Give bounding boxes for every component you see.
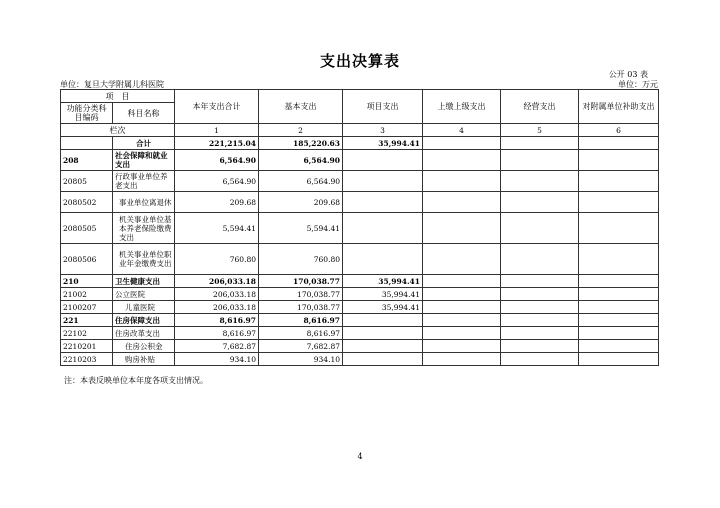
header-subject-name: 科目名称 <box>113 103 175 124</box>
table-row <box>61 244 659 275</box>
column-index: 5 <box>501 124 579 137</box>
row-basic: 6,564.90 <box>259 171 343 192</box>
row-project <box>343 244 423 275</box>
row-code <box>61 137 113 150</box>
row-code: 2080505 <box>61 213 113 244</box>
row-name: 卫生健康支出 <box>113 275 175 288</box>
row-basic: 6,564.90 <box>259 150 343 171</box>
row-total: 6,564.90 <box>175 171 259 192</box>
column-index: 6 <box>579 124 659 137</box>
table-row <box>61 288 659 301</box>
row-name: 合计 <box>113 137 175 150</box>
page-number: 4 <box>357 452 363 461</box>
header-upper: 上缴上级支出 <box>423 90 501 124</box>
row-project <box>343 327 423 340</box>
row-name: 机关事业单位职业年金缴费支出 <box>113 244 175 275</box>
header-basic: 基本支出 <box>259 90 343 124</box>
row-basic: 760.80 <box>259 244 343 275</box>
row-name: 住房改革支出 <box>113 327 175 340</box>
row-code: 221 <box>61 314 113 327</box>
row-project <box>343 171 423 192</box>
row-total: 7,682.87 <box>175 340 259 353</box>
row-total: 5,594.41 <box>175 213 259 244</box>
header-item: 项 目 <box>61 90 175 103</box>
row-project <box>343 192 423 213</box>
table-row <box>61 213 659 244</box>
table-row <box>61 137 659 150</box>
row-project <box>343 150 423 171</box>
column-index: 1 <box>175 124 259 137</box>
column-index: 3 <box>343 124 423 137</box>
row-basic: 5,594.41 <box>259 213 343 244</box>
currency-unit: 单位：万元 <box>618 80 658 89</box>
expenditure-table <box>60 89 659 366</box>
row-code: 210 <box>61 275 113 288</box>
row-name: 社会保障和就业支出 <box>113 150 175 171</box>
row-basic: 209.68 <box>259 192 343 213</box>
row-code: 2210201 <box>61 340 113 353</box>
header-business: 经营支出 <box>501 90 579 124</box>
row-name: 儿童医院 <box>113 301 175 314</box>
row-name: 机关事业单位基本养老保险缴费支出 <box>113 213 175 244</box>
row-total: 209.68 <box>175 192 259 213</box>
row-project <box>343 340 423 353</box>
row-code: 21002 <box>61 288 113 301</box>
row-total: 8,616.97 <box>175 314 259 327</box>
row-project <box>343 213 423 244</box>
table-row <box>61 192 659 213</box>
row-basic: 170,038.77 <box>259 288 343 301</box>
header-project: 项目支出 <box>343 90 423 124</box>
row-name: 住房保障支出 <box>113 314 175 327</box>
row-code: 22102 <box>61 327 113 340</box>
table-row <box>61 340 659 353</box>
row-name: 公立医院 <box>113 288 175 301</box>
row-total: 8,616.97 <box>175 327 259 340</box>
row-basic: 8,616.97 <box>259 327 343 340</box>
table-row <box>61 171 659 192</box>
unit-label: 单位：复旦大学附属儿科医院 <box>60 80 164 89</box>
row-code: 2080502 <box>61 192 113 213</box>
table-row <box>61 301 659 314</box>
row-name: 住房公积金 <box>113 340 175 353</box>
row-basic: 185,220.63 <box>259 137 343 150</box>
table-row <box>61 327 659 340</box>
column-index: 2 <box>259 124 343 137</box>
header-total: 本年支出合计 <box>175 90 259 124</box>
row-total: 206,033.18 <box>175 275 259 288</box>
row-project <box>343 353 423 366</box>
row-basic: 8,616.97 <box>259 314 343 327</box>
table-row <box>61 275 659 288</box>
table-row <box>61 314 659 327</box>
row-project: 35,994.41 <box>343 275 423 288</box>
table-row <box>61 353 659 366</box>
row-project: 35,994.41 <box>343 301 423 314</box>
row-total: 206,033.18 <box>175 301 259 314</box>
table-row <box>61 150 659 171</box>
row-total: 206,033.18 <box>175 288 259 301</box>
column-index: 4 <box>423 124 501 137</box>
row-name: 事业单位离退休 <box>113 192 175 213</box>
row-basic: 934.10 <box>259 353 343 366</box>
header-func-code: 功能分类科目编码 <box>61 103 113 124</box>
row-total: 221,215.04 <box>175 137 259 150</box>
page-title: 支出决算表 <box>319 52 400 70</box>
row-project: 35,994.41 <box>343 137 423 150</box>
row-basic: 7,682.87 <box>259 340 343 353</box>
row-project <box>343 314 423 327</box>
row-project: 35,994.41 <box>343 288 423 301</box>
row-total: 760.80 <box>175 244 259 275</box>
row-basic: 170,038.77 <box>259 301 343 314</box>
table-note: 注：本表反映单位本年度各项支出情况。 <box>64 376 208 385</box>
row-code: 2080506 <box>61 244 113 275</box>
row-name: 购房补贴 <box>113 353 175 366</box>
row-code: 2210203 <box>61 353 113 366</box>
row-code: 208 <box>61 150 113 171</box>
row-basic: 170,038.77 <box>259 275 343 288</box>
row-total: 934.10 <box>175 353 259 366</box>
row-code: 2100207 <box>61 301 113 314</box>
form-code: 公开 03 表 <box>608 70 648 79</box>
row-code: 20805 <box>61 171 113 192</box>
column-index-label: 栏次 <box>61 124 175 137</box>
header-subsidy: 对附属单位补助支出 <box>579 90 659 124</box>
row-total: 6,564.90 <box>175 150 259 171</box>
row-name: 行政事业单位养老支出 <box>113 171 175 192</box>
